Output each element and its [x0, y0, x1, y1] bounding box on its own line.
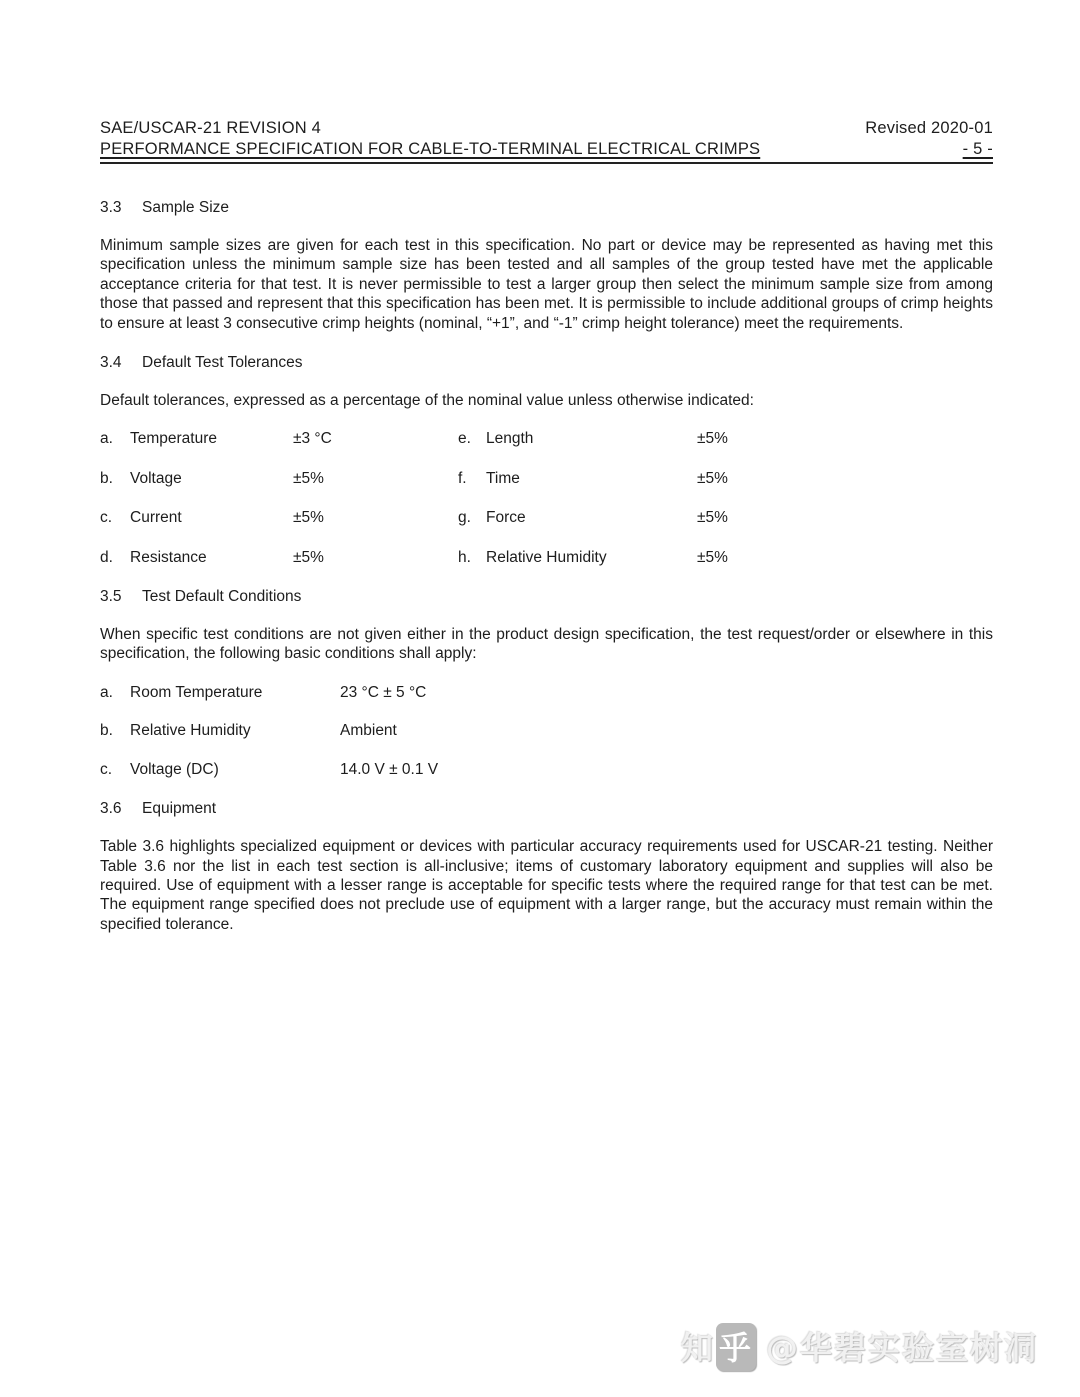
item-value: Ambient [340, 722, 397, 740]
tolerance-item [100, 548, 458, 567]
condition-item [100, 760, 993, 779]
item-label: Time [486, 469, 520, 487]
item-letter: a. [100, 683, 113, 701]
section-number: 3.4 [100, 354, 122, 372]
item-value: ±5% [697, 430, 728, 448]
item-letter: h. [458, 548, 471, 566]
item-letter: g. [458, 509, 471, 527]
watermark-handle: @华碧实验室树洞 [765, 1329, 1038, 1367]
section-number: 3.6 [100, 800, 122, 818]
tolerance-row [100, 508, 993, 527]
zhihu-watermark [681, 1323, 1038, 1371]
item-label: Length [486, 430, 534, 448]
default-conditions-list [100, 683, 993, 779]
item-value: ±3 °C [293, 430, 332, 448]
item-label: Relative Humidity [486, 548, 607, 566]
section-3-5-intro: When specific test conditions are not given either in the product design specification, the test request/order or elsewhere in this specification, the following basic conditions shall apply: [100, 626, 993, 663]
item-label: Room Temperature [130, 683, 263, 701]
tolerance-list [100, 429, 993, 567]
tolerance-row [100, 548, 993, 567]
section-number: 3.3 [100, 199, 122, 216]
section-3-4-heading [100, 353, 993, 372]
item-value: 14.0 V ± 0.1 V [340, 760, 439, 778]
item-value: ±5% [293, 548, 324, 566]
item-label: Voltage [130, 469, 182, 487]
item-letter: e. [458, 430, 471, 448]
section-3-3-heading [100, 198, 993, 217]
item-letter: b. [100, 722, 113, 740]
tolerance-item [458, 508, 993, 527]
item-value: 23 °C ± 5 °C [340, 683, 427, 701]
item-label: Voltage (DC) [130, 760, 219, 778]
section-3-3-paragraph: Minimum sample sizes are given for each test in this specification. No part or device may be represented as having met this specification unless the minimum sample size has been tested and all samples of the group tested have met the applicable acceptance criteria for that test. It is never permissible to test a larger group then select the minimum sample size from among those that passed and represent that this specification has been met. It is permissible to include additional groups of crimp heights to ensure at least 3 consecutive crimp heights (nominal, “+1”, and “-1” crimp height tolerance) meet the requirements. [100, 237, 993, 332]
header-line-1 [100, 118, 993, 139]
item-value: ±5% [293, 509, 324, 527]
item-letter: c. [100, 509, 113, 527]
tolerance-item [100, 469, 458, 488]
item-label: Temperature [130, 430, 218, 448]
tolerance-item [100, 508, 458, 527]
tolerance-item [100, 429, 458, 448]
section-title: Test Default Conditions [142, 588, 302, 606]
item-label: Current [130, 509, 182, 527]
page-number: - 5 - [962, 140, 993, 158]
zhihu-logo-zhi: 知 [680, 1329, 715, 1367]
item-letter: b. [100, 469, 113, 487]
item-value: ±5% [697, 548, 728, 566]
item-letter: a. [100, 430, 113, 448]
section-title: Sample Size [142, 199, 230, 216]
item-value: ±5% [697, 469, 728, 487]
revision-date: Revised 2020-01 [865, 119, 993, 137]
tolerance-item [458, 429, 993, 448]
header-line-2 [100, 139, 993, 164]
item-value: ±5% [697, 509, 728, 527]
item-letter: d. [100, 548, 113, 566]
zhihu-logo-hu: 乎 [716, 1323, 756, 1371]
section-3-6-heading [100, 799, 993, 818]
section-3-6-paragraph: Table 3.6 highlights specialized equipment or devices with particular accuracy requirements used for USCAR-21 testing. Neither Table 3.6 nor the list in each test section is all-inclusive; items of customary laboratory equipment and supplies will also be required. Use of equipment with a lesser range is acceptable for specific tests where the required range for that test can be met. The equipment range specified does not preclude use of equipment with a larger range, but the accuracy must remain within the specified tolerance. [100, 838, 993, 933]
condition-item [100, 721, 993, 740]
section-3-5-heading [100, 587, 993, 606]
item-letter: c. [100, 760, 113, 778]
item-label: Relative Humidity [130, 722, 251, 740]
item-label: Resistance [130, 548, 207, 566]
item-label: Force [486, 509, 526, 527]
tolerance-item [458, 548, 993, 567]
section-number: 3.5 [100, 588, 122, 606]
tolerance-row [100, 469, 993, 488]
doc-id: SAE/USCAR-21 REVISION 4 [100, 119, 322, 137]
item-letter: f. [458, 469, 467, 487]
item-value: ±5% [293, 469, 324, 487]
section-3-4-intro: Default tolerances, expressed as a percentage of the nominal value unless otherwise indicated: [100, 392, 754, 410]
section-title: Equipment [142, 800, 217, 818]
page-header [100, 118, 993, 164]
doc-title: PERFORMANCE SPECIFICATION FOR CABLE-TO-TERMINAL ELECTRICAL CRIMPS [100, 140, 761, 158]
section-title: Default Test Tolerances [142, 354, 303, 372]
tolerance-row [100, 429, 993, 448]
page-content [100, 118, 993, 934]
condition-item [100, 683, 993, 702]
tolerance-item [458, 469, 993, 488]
